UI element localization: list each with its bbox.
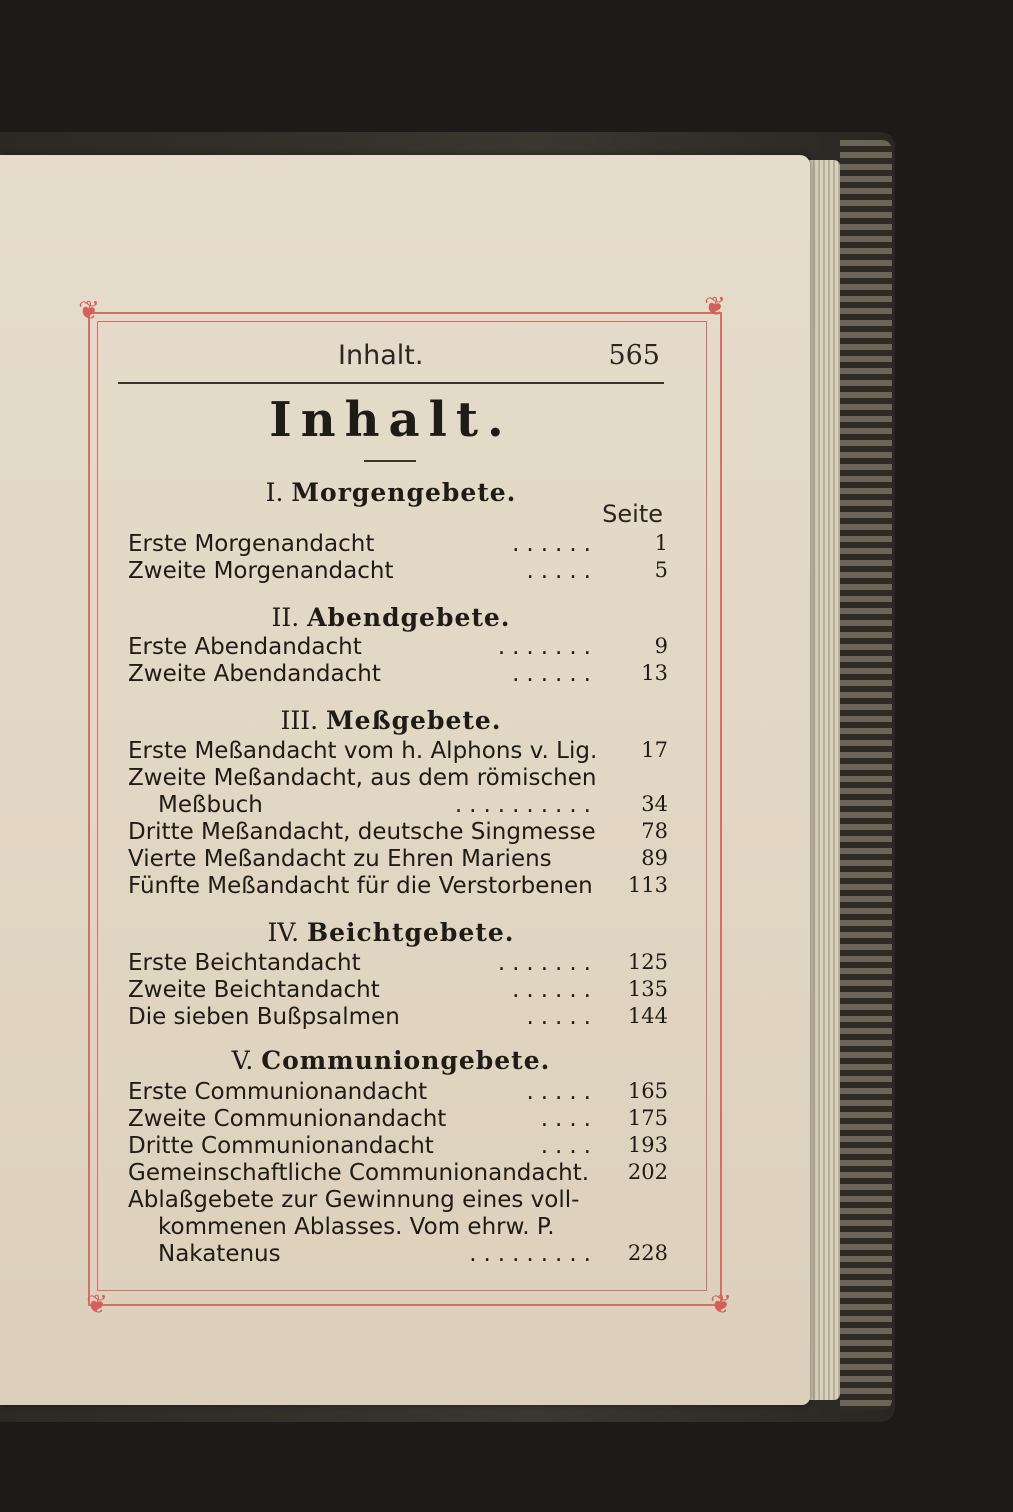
title-rule xyxy=(364,460,416,462)
toc-entry-page: 89 xyxy=(641,846,668,870)
section-label: Communiongebete. xyxy=(261,1046,551,1075)
toc-entry-page: 5 xyxy=(654,558,668,582)
running-head xyxy=(118,338,664,384)
toc-entry-title: Die sieben Bußpsalmen xyxy=(128,1004,400,1030)
toc-entry-title: Erste Abendandacht xyxy=(128,634,362,660)
section-numeral: II. xyxy=(271,603,300,632)
toc-entry xyxy=(128,1106,668,1136)
toc-entry xyxy=(158,1214,668,1244)
leader-dots: ...... xyxy=(512,661,598,687)
toc-entry-page: 78 xyxy=(641,819,668,843)
toc-entry xyxy=(128,558,668,588)
corner-ornament-icon: ❦ xyxy=(86,1290,108,1320)
toc-entry xyxy=(128,1133,668,1163)
toc-entry-title: Fünfte Meßandacht für die Verstorbenen xyxy=(128,873,593,899)
cover-ornamental-border xyxy=(840,140,892,1410)
page-title: Inhalt. xyxy=(269,392,513,448)
toc-entry xyxy=(128,950,668,980)
section-heading xyxy=(118,603,664,632)
corner-ornament-icon: ❦ xyxy=(704,292,726,322)
toc-entry xyxy=(128,634,668,664)
section-label: Morgengebete. xyxy=(291,478,517,507)
toc-entry-page: 17 xyxy=(641,738,668,762)
toc-entry xyxy=(128,1160,668,1190)
corner-ornament-icon: ❦ xyxy=(78,296,100,326)
toc-entry-title: Erste Morgenandacht xyxy=(128,531,375,557)
toc-entry xyxy=(128,873,668,903)
toc-entry-title: Ablaßgebete zur Gewinnung eines voll- xyxy=(128,1187,580,1213)
toc-entry-title: Dritte Communionandacht xyxy=(128,1133,434,1159)
leader-dots: ...... xyxy=(512,531,598,557)
section-numeral: I. xyxy=(265,478,284,507)
toc-entry xyxy=(128,765,668,795)
toc-entry-title: Erste Communionandacht xyxy=(128,1079,428,1105)
leader-dots: .......... xyxy=(454,792,598,818)
toc-entry xyxy=(128,819,668,849)
toc-entry-title: Erste Meßandacht vom h. Alphons v. Lig. xyxy=(128,738,598,764)
toc-entry xyxy=(128,738,668,768)
toc-entry xyxy=(128,1004,668,1034)
toc-entry-page: 144 xyxy=(627,1004,668,1028)
toc-entry-page: 125 xyxy=(627,950,668,974)
leader-dots: .... xyxy=(540,1133,598,1159)
toc-entry xyxy=(158,792,668,822)
toc-entry-page: 113 xyxy=(627,873,668,897)
leader-dots: ....... xyxy=(497,950,598,976)
toc-entry-title: Nakatenus xyxy=(158,1241,281,1267)
toc-entry-title: Vierte Meßandacht zu Ehren Mariens xyxy=(128,846,552,872)
leader-dots: ...... xyxy=(512,977,598,1003)
toc-entry-page: 228 xyxy=(627,1241,668,1265)
toc-entry xyxy=(128,661,668,691)
toc-entry-page: 13 xyxy=(641,661,668,685)
toc-entry-page: 1 xyxy=(654,531,668,555)
leader-dots: ....... xyxy=(497,634,598,660)
toc-entry-page: 193 xyxy=(627,1133,668,1157)
section-numeral: IV. xyxy=(267,918,300,947)
toc-entry-title: Gemeinschaftliche Communionandacht. xyxy=(128,1160,590,1186)
toc-entry-page: 175 xyxy=(627,1106,668,1130)
toc-entry-page: 165 xyxy=(627,1079,668,1103)
toc-entry xyxy=(128,1187,668,1217)
toc-entry-title: Zweite Morgenandacht xyxy=(128,558,394,584)
toc-entry-title: Zweite Meßandacht, aus dem römischen xyxy=(128,765,597,791)
toc-entry xyxy=(128,977,668,1007)
toc-entry xyxy=(128,846,668,876)
running-head-title: Inhalt. xyxy=(338,340,424,371)
section-heading xyxy=(118,1046,664,1075)
section-heading xyxy=(118,918,664,947)
page-number: 565 xyxy=(608,340,660,371)
toc-entry-title: Meßbuch xyxy=(158,792,263,818)
leader-dots: ......... xyxy=(469,1241,598,1267)
toc-entry-title: kommenen Ablasses. Vom ehrw. P. xyxy=(158,1214,555,1240)
section-numeral: V. xyxy=(231,1046,254,1075)
toc-entry-page: 34 xyxy=(641,792,668,816)
toc-entry xyxy=(128,1079,668,1109)
toc-entry-title: Zweite Communionandacht xyxy=(128,1106,447,1132)
toc-entry xyxy=(158,1241,668,1271)
leader-dots: .... xyxy=(540,1106,598,1132)
leader-dots: ..... xyxy=(526,558,598,584)
toc-entry-title: Erste Beichtandacht xyxy=(128,950,361,976)
section-numeral: III. xyxy=(280,706,319,735)
leader-dots: ..... xyxy=(526,1079,598,1105)
toc-entry-title: Zweite Beichtandacht xyxy=(128,977,380,1003)
toc-entry xyxy=(128,531,668,561)
section-heading xyxy=(118,706,664,735)
corner-ornament-icon: ❦ xyxy=(710,1290,732,1320)
section-label: Meßgebete. xyxy=(326,706,502,735)
section-label: Abendgebete. xyxy=(307,603,511,632)
toc-entry-page: 9 xyxy=(654,634,668,658)
leader-dots: ..... xyxy=(526,1004,598,1030)
seite-label: Seite xyxy=(602,500,663,528)
toc-entry-title: Dritte Meßandacht, deutsche Singmesse xyxy=(128,819,596,845)
section-heading xyxy=(118,478,664,507)
toc-entry-title: Zweite Abendandacht xyxy=(128,661,381,687)
toc-entry-page: 202 xyxy=(627,1160,668,1184)
section-label: Beichtgebete. xyxy=(307,918,515,947)
toc-entry-page: 135 xyxy=(627,977,668,1001)
